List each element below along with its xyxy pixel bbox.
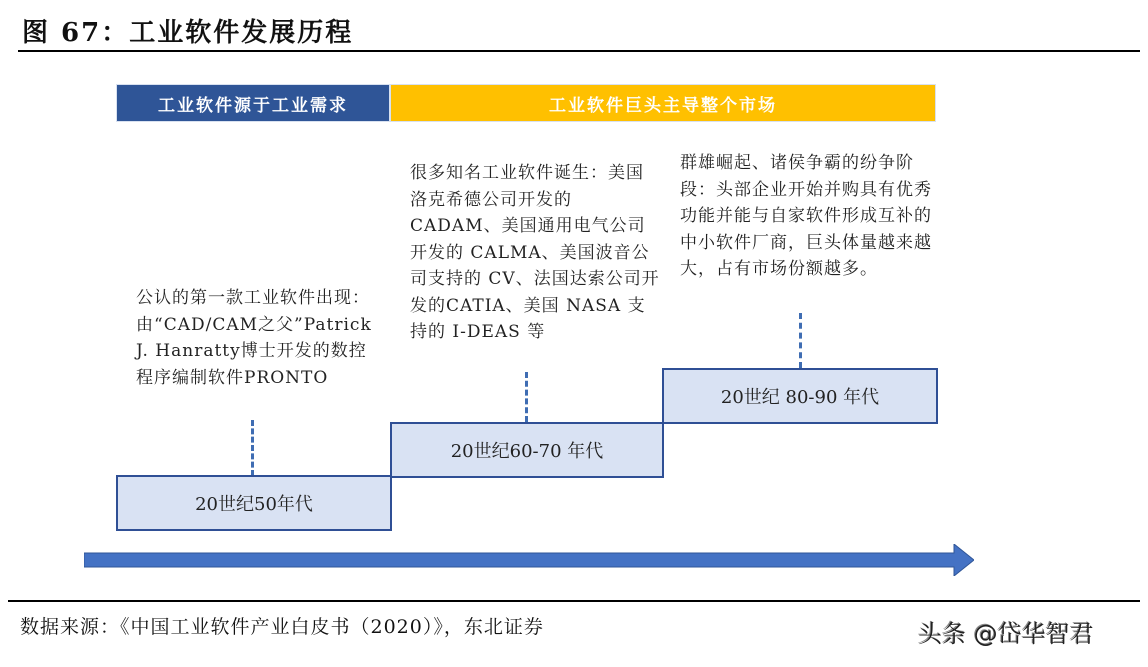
bottom-divider <box>8 600 1140 602</box>
era-step-1950s <box>116 475 392 531</box>
era-1980s-90s-description: 群雄崛起、诸侯争霸的纷争阶段：头部企业开始并购具有优秀功能并能与自家软件形成互补的中小软件厂商，巨头体量越来越大，占有市场份额越多。 <box>680 153 932 279</box>
connector-line-1960s-70s <box>525 372 528 422</box>
era-step-1980s-90s <box>662 368 938 424</box>
top-divider <box>18 50 1140 52</box>
data-source-note: 数据来源：《中国工业软件产业白皮书（2020）》，东北证券 <box>20 616 544 638</box>
era-label: 20世纪 80-90 年代 <box>720 387 880 408</box>
era-step-1960s-70s <box>390 422 664 478</box>
watermark: 头条 @岱华智君 <box>918 620 1094 648</box>
era-label: 20世纪50年代 <box>195 494 313 515</box>
phase-banner-giants: 工业软件巨头主导整个市场 <box>390 84 936 122</box>
timeline-arrow-icon <box>84 544 974 576</box>
era-label: 20世纪60-70 年代 <box>450 441 604 462</box>
era-1950s-description: 公认的第一款工业软件出现：由“CAD/CAM之父”Patrick J. Hanratty博士开发的数控程序编制软件PRONTO <box>136 288 372 388</box>
era-1960s-70s-description: 很多知名工业软件诞生：美国洛克希德公司开发的CADAM、美国通用电气公司开发的 CALMA、美国波音公司支持的 CV、法国达索公司开发的CATIA、美国 NASA 支持的 I-DEAS 等 <box>410 163 660 342</box>
phase-banner-origin: 工业软件源于工业需求 <box>116 84 390 122</box>
connector-line-1950s <box>251 420 254 476</box>
connector-line-1980s-90s <box>799 313 802 368</box>
figure-title: 图 67：工业软件发展历程 <box>22 18 354 48</box>
